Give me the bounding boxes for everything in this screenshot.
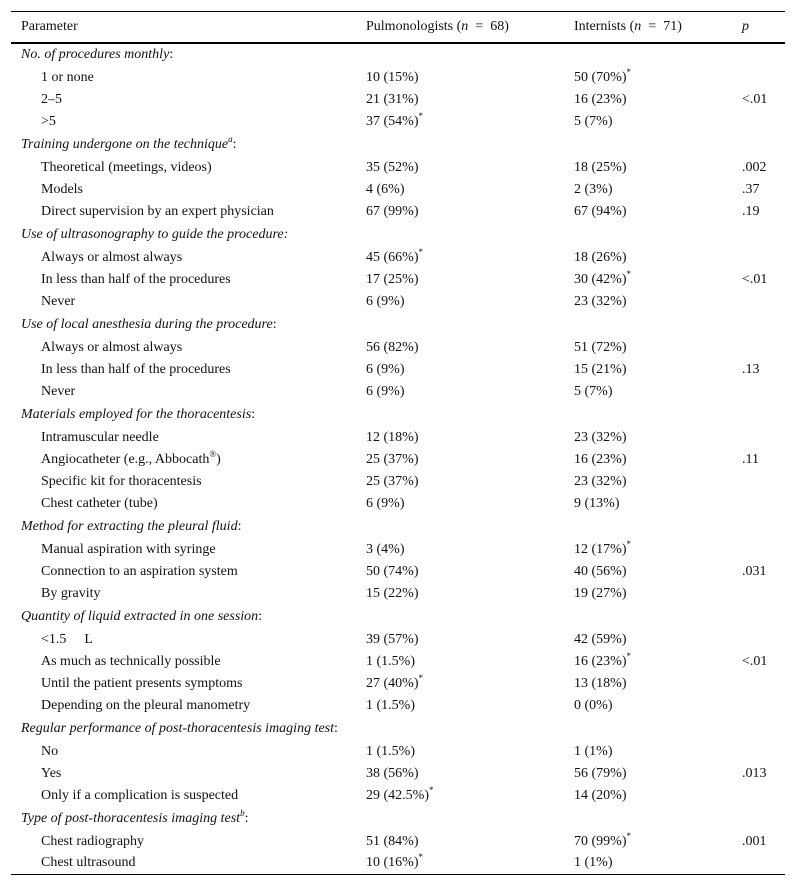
- row-label: Chest radiography: [41, 833, 145, 849]
- pulmonologists-value: 29 (42.5%)*: [366, 784, 434, 803]
- table-row: [11, 337, 785, 359]
- pulmonologists-value: 56 (82%): [366, 339, 419, 355]
- p-value: .11: [742, 451, 759, 467]
- internists-value: 5 (7%): [574, 113, 613, 129]
- row-label: Theoretical (meetings, videos): [41, 159, 212, 175]
- section-header-row: [11, 223, 785, 247]
- pulmonologists-value: 1 (1.5%): [366, 697, 415, 713]
- pulmonologists-value: 6 (9%): [366, 361, 405, 377]
- table-row: [11, 89, 785, 111]
- pulmonologists-value: 21 (31%): [366, 91, 419, 107]
- row-label: Only if a complication is suspected: [41, 787, 239, 803]
- p-value: [732, 583, 785, 605]
- pulmonologists-value: 50 (74%): [366, 563, 419, 579]
- row-label: <1.5 L: [41, 631, 93, 647]
- section-header-row: [11, 133, 785, 157]
- table-row: [11, 67, 785, 89]
- table-row: [11, 201, 785, 223]
- internists-value: 9 (13%): [574, 495, 620, 511]
- section-title: Use of local anesthesia during the procedure:: [21, 316, 277, 332]
- row-label: Direct supervision by an expert physician: [41, 203, 274, 219]
- table-row: [11, 111, 785, 133]
- p-value: .13: [742, 361, 760, 377]
- significance-marker: *: [626, 538, 631, 549]
- internists-value: 50 (70%)*: [574, 66, 631, 85]
- row-label: Angiocatheter (e.g., Abbocath®): [41, 448, 221, 467]
- table-row: [11, 583, 785, 605]
- row-label: Always or almost always: [41, 339, 183, 355]
- pulmonologists-value: 35 (52%): [366, 159, 419, 175]
- row-label: Depending on the pleural manometry: [41, 697, 251, 713]
- header-p-value: p: [742, 18, 749, 34]
- significance-marker: *: [626, 650, 631, 661]
- section-title: Materials employed for the thoracentesis:: [21, 406, 256, 422]
- p-value: [732, 785, 785, 807]
- footnote-marker: a: [228, 133, 233, 144]
- internists-value: 70 (99%)*: [574, 830, 631, 849]
- pulmonologists-value: 4 (6%): [366, 181, 405, 197]
- row-label: 1 or none: [41, 69, 94, 85]
- pulmonologists-value: 10 (16%)*: [366, 852, 423, 871]
- table-row: [11, 539, 785, 561]
- pulmonologists-value: 51 (84%): [366, 833, 419, 849]
- p-value: .19: [742, 203, 760, 219]
- table-row: [11, 831, 785, 853]
- pulmonologists-value: 10 (15%): [366, 69, 419, 85]
- section-header-row: [11, 43, 785, 67]
- pulmonologists-value: 25 (37%): [366, 451, 419, 467]
- pulmonologists-value: 6 (9%): [366, 383, 405, 399]
- pulmonologists-value: 12 (18%): [366, 429, 419, 445]
- row-label: Models: [41, 181, 83, 197]
- internists-value: 15 (21%): [574, 361, 627, 377]
- significance-marker: *: [418, 672, 423, 683]
- p-value: [732, 67, 785, 89]
- p-value: .013: [742, 765, 767, 781]
- pulmonologists-value: 17 (25%): [366, 271, 419, 287]
- section-title: Method for extracting the pleural fluid:: [21, 518, 242, 534]
- row-label: In less than half of the procedures: [41, 271, 231, 287]
- internists-value: 51 (72%): [574, 339, 627, 355]
- p-value: [732, 493, 785, 515]
- section-header-row: [11, 605, 785, 629]
- table-row: [11, 427, 785, 449]
- table-row: [11, 359, 785, 381]
- row-label: Never: [41, 383, 76, 399]
- p-value: [732, 673, 785, 695]
- p-value: [732, 629, 785, 651]
- significance-marker: *: [626, 268, 631, 279]
- table-row: [11, 449, 785, 471]
- table-row: [11, 695, 785, 717]
- table-row: [11, 673, 785, 695]
- pulmonologists-value: 1 (1.5%): [366, 743, 415, 759]
- table-row: [11, 247, 785, 269]
- significance-marker: *: [418, 246, 423, 257]
- section-title: Training undergone on the technique$^a$:: [21, 133, 237, 152]
- internists-value: 0 (0%): [574, 697, 613, 713]
- pulmonologists-value: 6 (9%): [366, 495, 405, 511]
- internists-value: 16 (23%): [574, 451, 627, 467]
- table-row: [11, 269, 785, 291]
- table-row: [11, 493, 785, 515]
- survey-table: [11, 11, 785, 875]
- internists-value: 18 (26%): [574, 249, 627, 265]
- pulmonologists-value: 25 (37%): [366, 473, 419, 489]
- p-value: [732, 247, 785, 269]
- pulmonologists-value: 45 (66%)*: [366, 246, 423, 265]
- p-value: <.01: [742, 653, 768, 669]
- row-label: Intramuscular needle: [41, 429, 159, 445]
- significance-marker: *: [429, 784, 434, 795]
- pulmonologists-value: 38 (56%): [366, 765, 419, 781]
- table-row: [11, 629, 785, 651]
- row-label: Chest catheter (tube): [41, 495, 158, 511]
- p-value: [732, 853, 785, 875]
- section-title: Type of post-thoracentesis imaging test$^b$:: [21, 807, 249, 826]
- internists-value: 23 (32%): [574, 293, 627, 309]
- p-value: .031: [742, 563, 767, 579]
- p-value: <.01: [742, 91, 768, 107]
- internists-value: 13 (18%): [574, 675, 627, 691]
- row-label: Connection to an aspiration system: [41, 563, 238, 579]
- section-header-row: [11, 515, 785, 539]
- p-value: .37: [742, 181, 760, 197]
- internists-value: 16 (23%)*: [574, 650, 631, 669]
- internists-value: 23 (32%): [574, 473, 627, 489]
- table-row: [11, 785, 785, 807]
- row-label: Never: [41, 293, 76, 309]
- row-label: Until the patient presents symptoms: [41, 675, 243, 691]
- p-value: [732, 291, 785, 313]
- table-row: [11, 471, 785, 493]
- row-label: In less than half of the procedures: [41, 361, 231, 377]
- internists-value: 23 (32%): [574, 429, 627, 445]
- survey-table-container: [11, 11, 785, 875]
- table-row: [11, 853, 785, 875]
- header-internists: Internists (n = 71): [574, 18, 682, 34]
- significance-marker: *: [418, 110, 423, 121]
- significance-marker: *: [626, 830, 631, 841]
- section-title: Use of ultrasonography to guide the procedure:: [21, 226, 289, 242]
- section-header-row: [11, 403, 785, 427]
- row-label: 2–5: [41, 91, 62, 107]
- p-value: [732, 111, 785, 133]
- section-header-row: [11, 717, 785, 741]
- table-row: [11, 763, 785, 785]
- pulmonologists-value: 15 (22%): [366, 585, 419, 601]
- table-row: [11, 561, 785, 583]
- row-label: Yes: [41, 765, 62, 781]
- internists-value: 2 (3%): [574, 181, 613, 197]
- table-body: [11, 43, 785, 875]
- internists-value: 56 (79%): [574, 765, 627, 781]
- p-value: [732, 471, 785, 493]
- row-label: >5: [41, 113, 56, 129]
- row-label: Specific kit for thoracentesis: [41, 473, 202, 489]
- table-row: [11, 741, 785, 763]
- internists-value: 12 (17%)*: [574, 538, 631, 557]
- p-value: <.01: [742, 271, 768, 287]
- internists-value: 18 (25%): [574, 159, 627, 175]
- section-title: Regular performance of post-thoracentesis imaging test:: [21, 720, 338, 736]
- internists-value: 16 (23%): [574, 91, 627, 107]
- footnote-marker: b: [240, 807, 245, 818]
- p-value: [732, 539, 785, 561]
- pulmonologists-value: 3 (4%): [366, 541, 405, 557]
- section-header-row: [11, 807, 785, 831]
- table-row: [11, 651, 785, 673]
- pulmonologists-value: 6 (9%): [366, 293, 405, 309]
- pulmonologists-value: 37 (54%)*: [366, 110, 423, 129]
- row-label: As much as technically possible: [41, 653, 221, 669]
- internists-value: 1 (1%): [574, 743, 613, 759]
- row-label: Manual aspiration with syringe: [41, 541, 216, 557]
- row-label: Chest ultrasound: [41, 855, 136, 871]
- row-label: By gravity: [41, 585, 101, 601]
- significance-marker: *: [418, 852, 423, 863]
- p-value: [732, 695, 785, 717]
- pulmonologists-value: 67 (99%): [366, 203, 419, 219]
- row-label: Always or almost always: [41, 249, 183, 265]
- significance-marker: *: [626, 66, 631, 77]
- internists-value: 5 (7%): [574, 383, 613, 399]
- p-value: [732, 427, 785, 449]
- p-value: [732, 381, 785, 403]
- p-value: .002: [742, 159, 767, 175]
- row-label: No: [41, 743, 59, 759]
- p-value: [732, 337, 785, 359]
- pulmonologists-value: 39 (57%): [366, 631, 419, 647]
- p-value: .001: [742, 833, 767, 849]
- internists-value: 42 (59%): [574, 631, 627, 647]
- internists-value: 30 (42%)*: [574, 268, 631, 287]
- internists-value: 1 (1%): [574, 855, 613, 871]
- internists-value: 67 (94%): [574, 203, 627, 219]
- header-parameter: Parameter: [21, 18, 78, 34]
- section-header-row: [11, 313, 785, 337]
- internists-value: 19 (27%): [574, 585, 627, 601]
- table-row: [11, 291, 785, 313]
- table-row: [11, 179, 785, 201]
- section-title: No. of procedures monthly:: [21, 47, 174, 62]
- header-pulmonologists: Pulmonologists (n = 68): [366, 18, 509, 34]
- table-row: [11, 381, 785, 403]
- internists-value: 14 (20%): [574, 787, 627, 803]
- table-header-row: [11, 12, 785, 43]
- section-title: Quantity of liquid extracted in one session:: [21, 608, 263, 624]
- pulmonologists-value: 27 (40%)*: [366, 672, 423, 691]
- internists-value: 40 (56%): [574, 563, 627, 579]
- p-value: [732, 741, 785, 763]
- table-row: [11, 157, 785, 179]
- pulmonologists-value: 1 (1.5%): [366, 653, 415, 669]
